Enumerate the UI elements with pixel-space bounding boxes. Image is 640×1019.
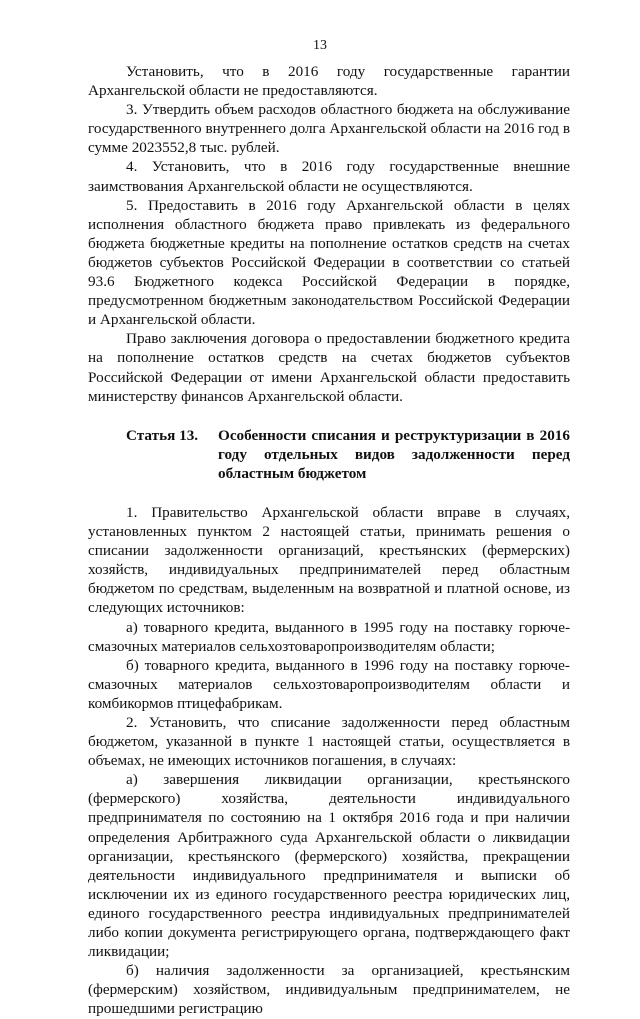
article-label: Статья 13. [126,426,199,444]
paragraph-article-item-2: 2. Установить, что списание задолженности перед областным бюджетом, указанной в пункте 1 настоящей статьи, осуществляется в объемах, не имеющих источников погашения, в случаях: [88,714,570,770]
paragraph-subitem-a-1995: а) товарного кредита, выданного в 1995 году на поставку горюче-смазочных материалов сельхозтоваропроизводителям области; [88,618,570,655]
article-heading [88,426,570,483]
article-title: Особенности списания и реструктуризации в 2016 году отдельных видов задолженности перед областным бюджетом [218,426,570,482]
document-body [88,62,570,1019]
paragraph-subitem-a-liquidation: а) завершения ликвидации организации, крестьянского (фермерского) хозяйства, деятельности индивидуального предпринимателя по состоянию на 1 октября 2016 года и при наличии определения Арбитражного суда Архангельской области о ликвидации организации, крестьянского (фермерского) хозяйства, прекращении деятельности индивидуального предпринимателя и выписки об исключении их из единого государственного реестра юридических лиц, единого государственного реестра индивидуальных предпринимателей либо копии документа регистрирующего органа, подтверждающего факт ликвидации; [88,771,570,961]
paragraph-item-4: 4. Установить, что в 2016 году государственные внешние заимствования Архангельской области не осуществляются. [88,158,570,195]
paragraph-credit-agreement: Право заключения договора о предоставлении бюджетного кредита на пополнение остатков средств на счетах бюджетов субъектов Российской Федерации от имени Архангельской области предоставить министерству финансов Архангельской области. [88,330,570,405]
paragraph-guarantees: Установить, что в 2016 году государственные гарантии Архангельской области не предоставляются. [88,63,570,100]
paragraph-subitem-b-1996: б) товарного кредита, выданного в 1996 году на поставку горюче-смазочных материалов сельхозтоваропроизводителям области и комбикормов птицефабрикам. [88,656,570,712]
page-number: 13 [313,38,327,53]
paragraph-item-5: 5. Предоставить в 2016 году Архангельской области в целях исполнения областного бюджета право привлекать из федерального бюджета бюджетные кредиты на пополнение остатков средств на счетах бюджетов субъектов Российской Федерации в соответствии со статьей 93.6 Бюджетного кодекса Российской Федерации в порядке, предусмотренном бюджетным законодательством Российской Федерации и Архангельской области. [88,196,570,329]
paragraph-subitem-b-debt: б) наличия задолженности за организацией, крестьянским (фермерским) хозяйством, индивидуальным предпринимателем, не прошедшими регистрацию [88,962,570,1018]
paragraph-article-item-1: 1. Правительство Архангельской области вправе в случаях, установленных пунктом 2 настоящей статьи, принимать решения о списании задолженности организаций, крестьянских (фермерских) хозяйств, индивидуальных предпринимателей перед областным бюджетом по средствам, выделенным на возвратной и платной основе, из следующих источников: [88,503,570,617]
paragraph-item-3: 3. Утвердить объем расходов областного бюджета на обслуживание государственного внутреннего долга Архангельской области на 2016 год в сумме 2023552,8 тыс. рублей. [88,101,570,157]
